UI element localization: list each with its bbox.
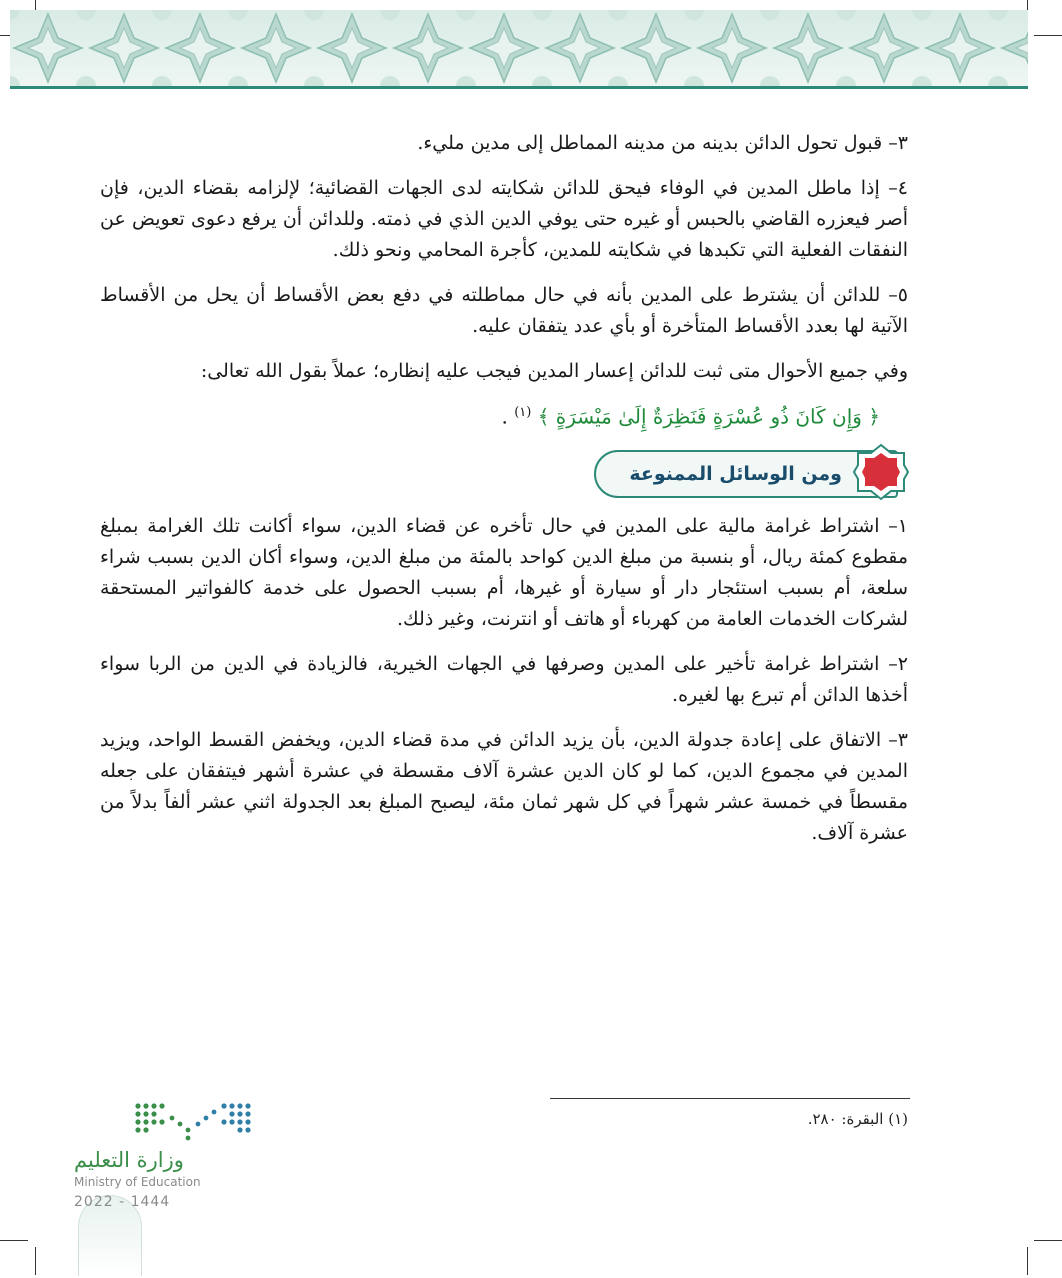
ministry-logo <box>60 1098 260 1278</box>
ministry-name-arabic: وزارة التعليم <box>74 1148 184 1172</box>
section-heading <box>100 445 908 499</box>
heading-title: ومن الوسائل الممنوعة <box>629 462 842 485</box>
ministry-logo-dots-icon <box>134 1100 254 1144</box>
octagon-medal-icon <box>852 443 910 501</box>
footnote: (١) البقرة: ٢٨٠. <box>807 1110 908 1128</box>
header-pattern-banner <box>10 10 1028 89</box>
conclusion-paragraph: وفي جميع الأحوال متى ثبت للدائن إعسار المدين فيجب عليه إنظاره؛ عملاً بقول الله تعالى: <box>200 360 908 382</box>
edition-year: 2022 - 1444 <box>74 1194 171 1210</box>
verse-end-mark: . <box>501 404 508 429</box>
crop-mark <box>35 1247 36 1275</box>
crop-mark <box>0 1240 28 1241</box>
crop-mark <box>1034 35 1062 36</box>
verse-text: ﴿ وَإِن كَانَ ذُو عُسْرَةٍ فَنَظِرَةٌ إِلَىٰ مَيْسَرَةٍ ﴾ <box>537 404 880 429</box>
list-item: ١– اشتراط غرامة مالية على المدين في حال تأخره عن قضاء الدين، سواء أكانت تلك الغرامة بمبلغ مقطوع كمئة ريال، أو بنسبة من مبلغ الدين كواحد بالمئة من مبلغ الدين، وسواء أكان الدين بسبب شراء سلعة، أم بسبب استئجار دار أو سيارة أو غيرها، أم بسبب الحصول على خدمة كالفواتير المستحقة لشركات الخدمات العامة من كهرباء أو هاتف أو انترنت، وغير ذلك. <box>100 514 908 630</box>
ministry-name-english: Ministry of Education <box>74 1175 201 1189</box>
list-item: ٣– الاتفاق على إعادة جدولة الدين، بأن يزيد الدائن في مدة قضاء الدين، ويخفض القسط الواحد، ويزيد المدين في مجموع الدين، كما لو كان الدين عشرة آلاف مقسطة في عشرة أشهر فيتفقان على جعله مقسطاً في خمسة عشر شهراً في كل شهر ثمان مئة، ليصبح المبلغ بعد الجدولة اثني عشر ألفاً بدلاً من عشرة آلاف. <box>100 728 908 844</box>
crop-mark <box>1027 1247 1028 1275</box>
page-content <box>100 128 908 863</box>
quran-verse <box>100 397 880 433</box>
list-item: ٥– للدائن أن يشترط على المدين بأنه في حال مماطلته في دفع بعض الأقساط أن يحل من الأقساط الآتية لها بعدد الأقساط المتأخرة أو بأي عدد يتفقان عليه. <box>100 284 908 337</box>
crop-mark <box>1034 1240 1062 1241</box>
list-item: ٢– اشتراط غرامة تأخير على المدين وصرفها في الجهات الخيرية، فالزيادة في الدين من الربا سواء أخذها الدائن أم تبرع بها لغيره. <box>100 652 908 706</box>
list-item: ٤– إذا ماطل المدين في الوفاء فيحق للدائن شكايته لدى الجهات القضائية؛ لإلزامه بقضاء الدين، فإن أصر فيعزره القاضي بالحبس أو غيره حتى يوفي الدين الذي في ذمته. وللدائن أن يرفع دعوى تعويض عن النفقات الفعلية التي تكبدها في شكايته للمدين، كأجرة المحامي ونحو ذلك. <box>100 177 908 261</box>
footnote-reference: (١) <box>514 405 532 420</box>
footnote-divider <box>550 1098 910 1099</box>
geometric-pattern-icon <box>10 10 1028 86</box>
list-item: ٣– قبول تحول الدائن بدينه من مدينه المماطل إلى مدين مليء. <box>417 132 908 154</box>
